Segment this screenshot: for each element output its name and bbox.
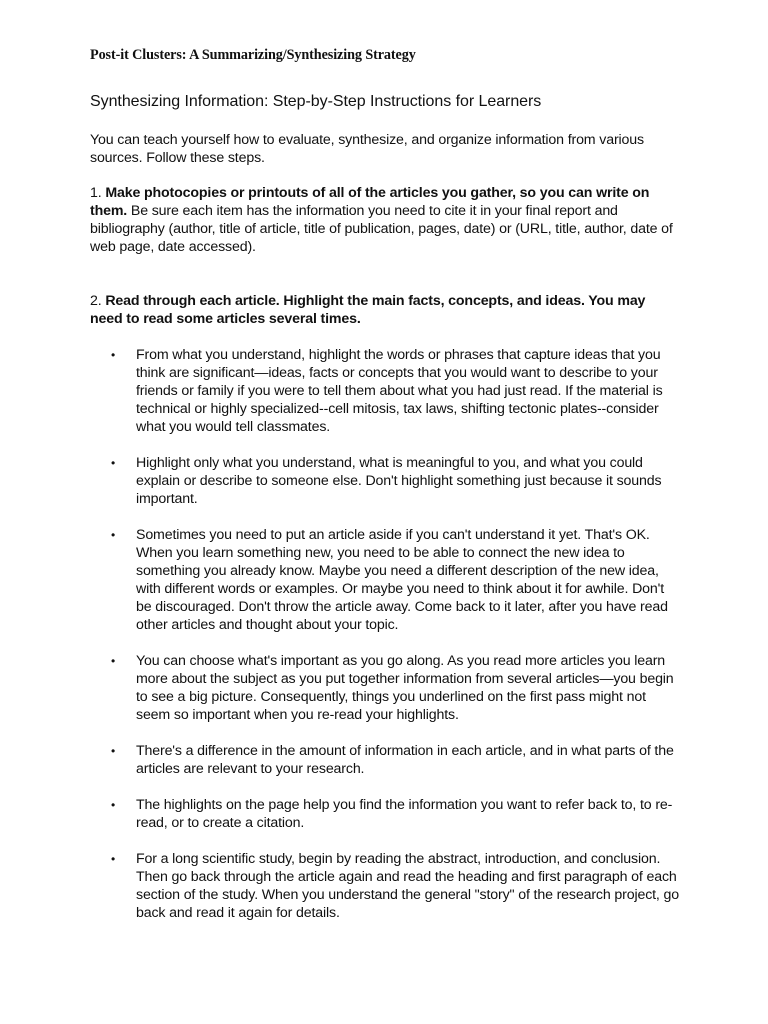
list-item-text: Highlight only what you understand, what is meaningful to you, and what you could explain or describe to someone else. Don't highlight something just because it sounds important.: [136, 455, 662, 507]
header-title: Post-it Clusters: A Summarizing/Synthesizing Strategy: [90, 47, 416, 63]
list-item: [110, 526, 690, 634]
step-1-number: 1.: [90, 185, 106, 201]
step-2-number: 2.: [90, 293, 106, 309]
step-1-heading: Make photocopies or printouts of all of the articles you gather, so you can write on them.: [90, 185, 650, 219]
list-item: [110, 454, 690, 508]
bullet-icon: •: [111, 348, 116, 362]
bullet-icon: •: [111, 798, 116, 812]
list-item: [110, 796, 690, 832]
list-item-text: There's a difference in the amount of information in each article, and in what parts of the articles are relevant to your research.: [136, 743, 674, 777]
bullet-icon: •: [111, 744, 116, 758]
list-item: [110, 850, 690, 922]
bullet-icon: •: [111, 654, 116, 668]
step-2-heading: Read through each article. Highlight the main facts, concepts, and ideas. You may need to read some articles several times.: [90, 293, 646, 327]
bullet-icon: •: [111, 528, 116, 542]
list-item: [110, 652, 690, 724]
list-item-text: You can choose what's important as you go along. As you read more articles you learn more about the subject as you put together information from several articles—you begin to see a big picture. Consequently, things you underlined on the first pass might not seem so important when you re-read your highlights.: [136, 653, 674, 723]
step-1-text: Be sure each item has the information you need to cite it in your final report and bibliography (author, title of article, title of publication, pages, date) or (URL, title, author, date of web page, date accessed).: [90, 203, 673, 255]
list-item: [110, 346, 690, 436]
list-item-text: From what you understand, highlight the words or phrases that capture ideas that you think are significant—ideas, facts or concepts that you would want to describe to your friends or family if you were to tell them about what you had just read. If the material is technical or highly specialized--cell mitosis, tax laws, shifting tectonic plates--consider what you would tell classmates.: [136, 347, 663, 435]
intro-paragraph: You can teach yourself how to evaluate, synthesize, and organize information from various sources. Follow these steps.: [90, 132, 644, 166]
bullet-icon: •: [111, 852, 116, 866]
step-2: [90, 292, 680, 328]
bullet-icon: •: [111, 456, 116, 470]
bullet-list: [110, 346, 690, 940]
list-item-text: Sometimes you need to put an article aside if you can't understand it yet. That's OK. When you learn something new, you need to be able to connect the new idea to something you already know. Maybe you need a different description of the new idea, with different words or examples. Or maybe you need to think about it for awhile. Don't be discouraged. Don't throw the article away. Come back to it later, after you have read other articles and thought about your topic.: [136, 527, 668, 633]
list-item: [110, 742, 690, 778]
list-item-text: The highlights on the page help you find the information you want to refer back to, to re-read, or to create a citation.: [136, 797, 673, 831]
page-title: Synthesizing Information: Step-by-Step Instructions for Learners: [90, 93, 542, 110]
list-item-text: For a long scientific study, begin by reading the abstract, introduction, and conclusion. Then go back through the article again and read the heading and first paragraph of each section of the study. When you understand the general "story" of the research project, go back and read it again for details.: [136, 851, 679, 921]
step-1: [90, 184, 680, 256]
